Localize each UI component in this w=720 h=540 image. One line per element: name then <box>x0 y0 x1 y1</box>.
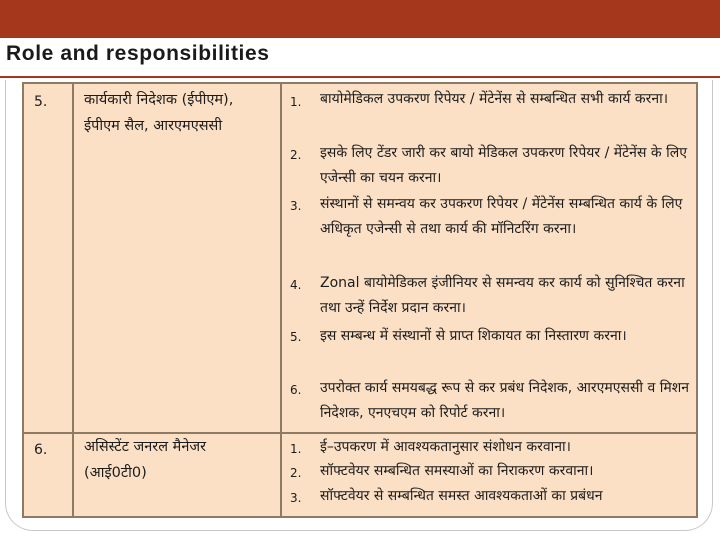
role-title <box>84 87 284 139</box>
responsibility-number: 1. <box>290 95 302 109</box>
responsibility-text: ई–उपकरण में आवश्यकतानुसार संशोधन करवाना। <box>320 439 571 455</box>
responsibility-text: सॉफ्टवेयर सम्बन्धित समस्याओं का निराकरण करवाना। <box>320 463 594 479</box>
responsibility-text: Zonal बायोमेडिकल इंजीनियर से समन्वय कर कार्य को सुनिश्चित करना तथा उन्हें निर्देश प्रदान करना। <box>320 275 685 316</box>
responsibility-text: उपरोक्त कार्य समयबद्ध रूप से कर प्रबंध निदेशक, आरएमएससी व मिशन निदेशक, एनएचएम को रिपोर्ट करना। <box>320 380 690 421</box>
role-title-line: असिस्टेंट जनरल मैनेजर <box>84 439 207 455</box>
responsibility-number: 1. <box>290 442 302 456</box>
responsibility-text: संस्थानों से समन्वय कर उपकरण रिपेयर / मेंटेनेंस सम्बन्धित कार्य के लिए अधिकृत एजेन्सी से तथा कार्य की मॉनिटरिंग करना। <box>320 196 683 237</box>
role-title-line: ईपीएम सैल, आरएमएससी <box>84 118 223 134</box>
row-serial: 5. <box>34 94 48 110</box>
responsibility-number: 3. <box>290 491 302 505</box>
responsibility-number: 4. <box>290 278 302 292</box>
responsibility-text: इसके लिए टेंडर जारी कर बायो मेडिकल उपकरण रिपेयर / मेंटेनेंस के लिए एजेन्सी का चयन करना। <box>320 145 687 186</box>
responsibility-number: 2. <box>290 148 302 162</box>
responsibility-text: बायोमेडिकल उपकरण रिपेयर / मेंटेनेंस से सम्बन्धित सभी कार्य करना। <box>320 91 669 107</box>
responsibility-number: 6. <box>290 383 302 397</box>
responsibility-table <box>22 82 698 518</box>
row-serial: 6. <box>34 442 48 458</box>
role-title-line: (आई0टी0) <box>84 465 147 481</box>
role-title-line: कार्यकारी निदेशक (ईपीएम), <box>84 92 234 108</box>
responsibility-number: 5. <box>290 330 302 344</box>
responsibility-text: सॉफ्टवेयर से सम्बन्धित समस्त आवश्यकताओं का प्रबंधन <box>320 488 603 504</box>
role-title <box>84 434 284 486</box>
column-divider-1 <box>72 84 74 516</box>
responsibility-text: इस सम्बन्ध में संस्थानों से प्राप्त शिकायत का निस्तारण करना। <box>320 328 627 344</box>
slide-title: Role and responsibilities <box>6 42 270 65</box>
responsibility-number: 3. <box>290 199 302 213</box>
responsibility-number: 2. <box>290 466 302 480</box>
